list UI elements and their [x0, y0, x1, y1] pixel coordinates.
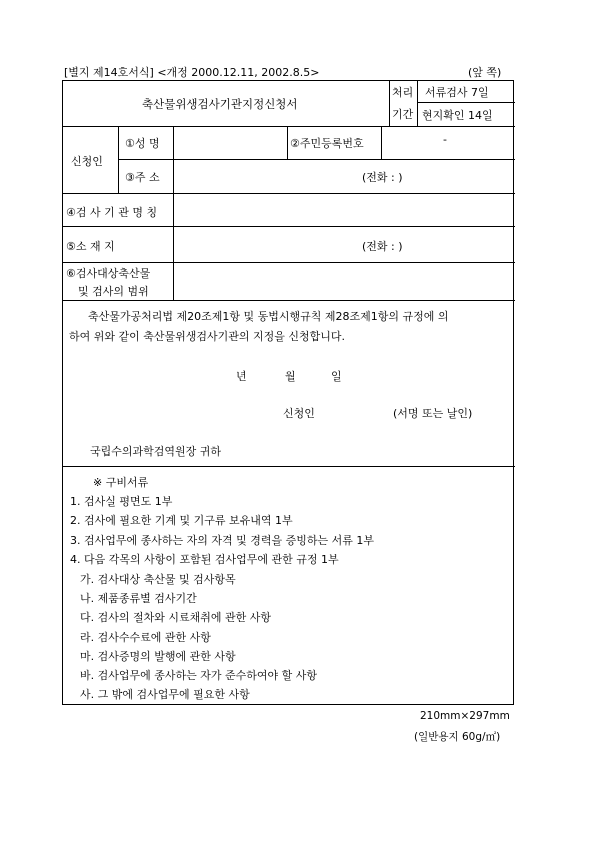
location-phone-label: (전화 : ) — [362, 240, 403, 253]
recipient: 국립수의과학검역원장 귀하 — [90, 445, 222, 458]
form-title: 축산물위생검사기관지정신청서 — [142, 97, 298, 111]
divider-statement — [63, 466, 515, 467]
divider-title-bottom — [63, 126, 515, 127]
name-label: ①성 명 — [125, 137, 160, 150]
divider-applicant-label — [118, 126, 119, 193]
processing-site-check: 현지확인 14일 — [422, 109, 493, 122]
divider-agency-name — [63, 226, 515, 227]
processing-label-1: 처리 — [392, 86, 414, 99]
agency-name-label: ④검 사 기 관 명 칭 — [66, 206, 158, 219]
divider-scope — [63, 300, 515, 301]
document-sub-item: 마. 검사증명의 발행에 관한 사항 — [80, 650, 236, 663]
statement-line-1: 축산물가공처리법 제20조제1항 및 동법시행규칙 제28조제1항의 규정에 의 — [88, 310, 449, 323]
statement-line-2: 하여 위와 같이 축산물위생검사기관의 지정을 신청합니다. — [69, 330, 346, 343]
document-sub-item: 가. 검사대상 축산물 및 검사항목 — [80, 573, 236, 586]
scope-label-2: 및 검사의 범위 — [78, 285, 149, 298]
document-item: 3. 검사업무에 종사하는 자의 자격 및 경력을 증빙하는 서류 1부 — [70, 534, 374, 547]
address-label: ③주 소 — [125, 171, 160, 184]
address-phone-label: (전화 : ) — [362, 171, 403, 184]
scope-label-1: ⑥검사대상축산물 — [66, 267, 151, 280]
document-item: 4. 다음 각목의 사항이 포함된 검사업무에 관한 규정 1부 — [70, 553, 339, 566]
document-sub-item: 나. 제품종류별 검사기간 — [80, 592, 197, 605]
divider-applicant-bottom — [63, 193, 515, 194]
id-number-label: ②주민등록번호 — [290, 137, 364, 150]
divider-location — [63, 262, 515, 263]
divider-label-column — [173, 126, 174, 300]
documents-title: ※ 구비서류 — [93, 476, 149, 489]
application-form — [62, 80, 514, 705]
date-month-label: 월 — [285, 370, 296, 383]
document-sub-item: 다. 검사의 절차와 시료채취에 관한 사항 — [80, 611, 271, 624]
date-year-label: 년 — [236, 370, 247, 383]
divider-id-label-right — [381, 126, 382, 159]
document-sub-item: 라. 검사수수료에 관한 사항 — [80, 631, 211, 644]
processing-doc-review: 서류검사 7일 — [425, 86, 489, 99]
document-sub-item: 바. 검사업무에 종사하는 자가 준수하여야 할 사항 — [80, 669, 317, 682]
applicant-section-label: 신청인 — [71, 155, 103, 168]
date-day-label: 일 — [331, 370, 342, 383]
document-item: 2. 검사에 필요한 기계 및 기구류 보유내역 1부 — [70, 514, 293, 527]
processing-label-2: 기간 — [392, 108, 414, 121]
divider-processing-middle — [417, 102, 515, 103]
location-label: ⑤소 재 지 — [66, 240, 115, 253]
signer-label: 신청인 — [283, 407, 315, 420]
divider-name-row — [118, 159, 515, 160]
page-side-label: (앞 쪽) — [468, 66, 502, 79]
divider-processing-label — [417, 81, 418, 126]
document-item: 1. 검사실 평면도 1부 — [70, 495, 173, 508]
signature-note: (서명 또는 날인) — [393, 407, 473, 420]
document-sub-item: 사. 그 밖에 검사업무에 필요한 사항 — [80, 688, 250, 701]
divider-id-label-left — [287, 126, 288, 159]
paper-weight: (일반용지 60g/㎡) — [414, 731, 501, 743]
paper-size: 210mm×297mm — [420, 710, 510, 722]
divider-processing-left — [389, 81, 390, 126]
form-number: [별지 제14호서식] <개정 2000.12.11, 2002.8.5> — [64, 66, 320, 79]
id-number-separator: - — [443, 133, 447, 146]
name-field[interactable] — [175, 127, 286, 158]
